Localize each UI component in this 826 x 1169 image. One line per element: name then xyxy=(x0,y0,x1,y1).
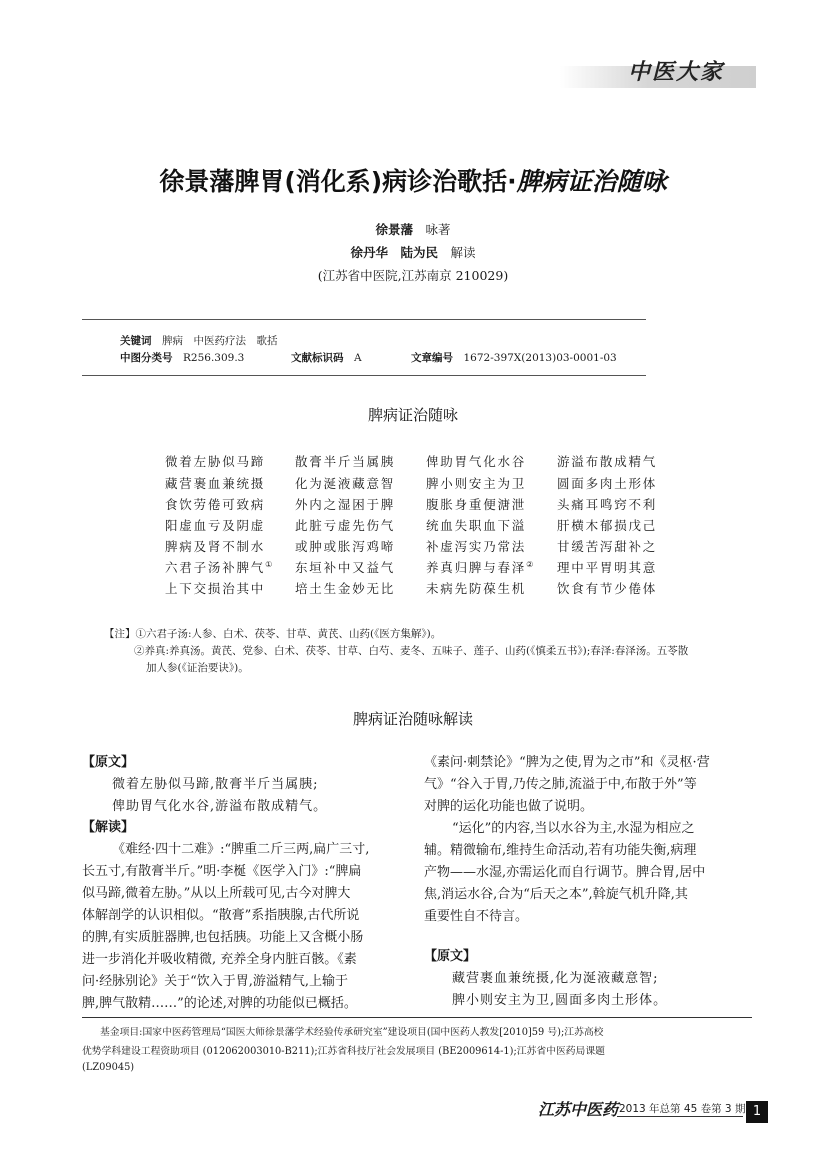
poem-line: 六君子汤补脾气 xyxy=(165,560,266,575)
article-no-line xyxy=(411,350,617,365)
article-no-label: 文章编号 xyxy=(411,352,453,364)
note-line: 【注】①六君子汤:人参、白术、茯苓、甘草、黄芪、山药(《医方集解》)。 xyxy=(104,628,442,640)
note-line: ②养真:养真汤。黄芪、党参、白术、茯苓、甘草、白芍、麦冬、五味子、莲子、山药(《慎柔五书》);春泽:春泽汤。五苓散 xyxy=(134,645,689,657)
keywords-label: 关键词 xyxy=(120,335,152,347)
body-line: 体解剖学的认识相似。“散膏”系指胰腺,古代所说 xyxy=(82,908,360,923)
doc-code-label: 文献标识码 xyxy=(291,352,344,364)
poem-title: 脾病证治随咏 xyxy=(367,406,458,424)
interpreter-names: 徐丹华 陆为民 xyxy=(350,245,438,260)
poem-line: 补虚泻实乃常法 xyxy=(426,539,527,554)
poem-line: 东垣补中又益气 xyxy=(295,560,396,575)
interpreter-role: 解读 xyxy=(450,245,476,260)
poem-line: 甘缓苦泻甜补之 xyxy=(557,539,658,554)
poem-line: 游溢布散成精气 xyxy=(557,454,658,469)
footnote-marker: ② xyxy=(526,559,534,569)
poem-line: 上下交损治其中 xyxy=(165,581,266,596)
poem-line: 此脏亏虚先伤气 xyxy=(295,518,396,533)
interpreter-line xyxy=(0,243,826,261)
meta-bottom-rule xyxy=(82,375,646,376)
original-verse: 藏营裹血兼统摄,化为涎液藏意智; xyxy=(452,971,659,986)
interpretation-title: 脾病证治随咏解读 xyxy=(352,710,473,728)
poem-line: 微着左胁似马蹄 xyxy=(165,454,266,469)
poem-line: 理中平胃明其意 xyxy=(557,560,658,575)
journal-logo: 江苏中医药 xyxy=(538,1100,619,1119)
poem-line: 培土生金妙无比 xyxy=(295,581,396,596)
poem-line: 圆面多肉土形体 xyxy=(557,476,658,491)
clc-value: R256.309.3 xyxy=(183,352,245,364)
poem-line-with-note xyxy=(426,558,533,576)
poem-line-with-note xyxy=(165,558,272,576)
body-line: 《难经·四十二难》:“脾重二斤三两,扁广三寸, xyxy=(112,842,370,857)
poem-line: 脾病及肾不制水 xyxy=(165,539,266,554)
poem-line: 脾小则安主为卫 xyxy=(426,476,527,491)
keywords: 脾病 中医药疗法 歌括 xyxy=(162,335,278,347)
clc-line xyxy=(120,350,244,365)
poem-line: 食饮劳倦可致病 xyxy=(165,497,266,512)
poem-line: 或肿或胀泻鸡啼 xyxy=(295,539,396,554)
poem-line: 未病先防葆生机 xyxy=(426,581,527,596)
note-line: 加人参(《证治要诀》)。 xyxy=(146,662,249,674)
original-verse: 微着左胁似马蹄,散膏半斤当属胰; xyxy=(112,777,319,792)
funding-rule xyxy=(82,1017,752,1018)
body-line: 对脾的运化功能也做了说明。 xyxy=(424,799,594,814)
section-label: 【原文】 xyxy=(424,949,477,964)
author-line xyxy=(0,220,826,238)
body-line: 《素问·刺禁论》“脾为之使,胃为之市”和《灵枢·营 xyxy=(424,755,710,770)
body-line: 问·经脉别论》关于“饮入于胃,游溢精气,上输于 xyxy=(82,974,349,989)
body-line: 产物——水湿,亦需运化而自行调节。脾合胃,居中 xyxy=(424,865,706,880)
article-title-sub: 脾病证治随咏 xyxy=(516,167,667,196)
issue-info: 2013 年总第 45 卷第 3 期 xyxy=(619,1103,746,1115)
poem-line: 外内之湿困于脾 xyxy=(295,497,396,512)
funding-line: 优势学科建设工程资助项目 (012062003010-B211);江苏省科技厅社会发展项目 (BE2009614-1);江苏省中医药局课题 xyxy=(82,1046,605,1057)
footnote-marker: ① xyxy=(265,559,273,569)
body-line: 长五寸,有散膏半斤。”明·李梴《医学入门》:“脾扁 xyxy=(82,864,362,879)
poem-line: 饮食有节少倦体 xyxy=(557,581,658,596)
body-line: 焦,消运水谷,合为“后天之本”,斡旋气机升降,其 xyxy=(424,887,688,902)
footer-rule xyxy=(617,1116,743,1117)
affiliation: (江苏省中医院,江苏南京 210029) xyxy=(317,268,509,283)
section-label: 【原文】 xyxy=(82,755,135,770)
funding-line: (LZ09045) xyxy=(82,1062,135,1073)
author-name: 徐景藩 xyxy=(375,222,413,237)
poem-line: 阳虚血亏及阴虚 xyxy=(165,518,266,533)
clc-label: 中图分类号 xyxy=(120,352,173,364)
page-number: 1 xyxy=(746,1101,768,1123)
poem-line: 藏营裹血兼统摄 xyxy=(165,476,266,491)
body-line: 似马蹄,微着左胁。”从以上所载可见,古今对脾大 xyxy=(82,886,351,901)
article-title xyxy=(0,162,826,198)
funding-line: 基金项目:国家中医药管理局“国医大师徐景藩学术经验传承研究室”建设项目(国中医药人教发[2010]59 号);江苏高校 xyxy=(100,1027,604,1038)
poem-line: 肝横木郁损戊己 xyxy=(557,518,658,533)
body-line: 的脾,有实质脏器脾,也包括胰。功能上又含概小肠 xyxy=(82,930,364,945)
section-label: 【解读】 xyxy=(82,820,135,835)
article-no-value: 1672-397X(2013)03-0001-03 xyxy=(463,352,617,364)
poem-line: 养真归脾与春泽 xyxy=(426,560,527,575)
body-line: 重要性自不待言。 xyxy=(424,909,529,924)
body-line: 脾,脾气散精……”的论述,对脾的功能似已概括。 xyxy=(82,996,357,1011)
poem-line: 俾助胃气化水谷 xyxy=(426,454,527,469)
doc-code-line xyxy=(291,350,362,365)
body-line: 进一步消化并吸收精微, 充养全身内脏百骸。《素 xyxy=(82,952,357,967)
article-title-main: 徐景藩脾胃(消化系)病诊治歌括· xyxy=(159,167,517,196)
meta-top-rule xyxy=(82,319,646,320)
poem-line: 化为涎液藏意智 xyxy=(295,476,396,491)
body-line: 气》“谷入于胃,乃传之肺,流溢于中,布散于外”等 xyxy=(424,777,697,792)
poem-line: 散膏半斤当属胰 xyxy=(295,454,396,469)
keywords-line xyxy=(120,333,278,348)
original-verse: 俾助胃气化水谷,游溢布散成精气。 xyxy=(112,799,328,814)
poem-line: 统血失职血下溢 xyxy=(426,518,527,533)
author-role: 咏著 xyxy=(425,222,451,237)
body-line: 辅。精微输布,维持生命活动,若有功能失衡,病理 xyxy=(424,843,697,858)
body-line: “运化”的内容,当以水谷为主,水湿为相应之 xyxy=(452,821,695,836)
column-name: 中医大家 xyxy=(628,60,725,85)
poem-line: 头痛耳鸣窍不利 xyxy=(557,497,658,512)
poem-line: 腹胀身重便溏泄 xyxy=(426,497,527,512)
original-verse: 脾小则安主为卫,圆面多肉土形体。 xyxy=(452,993,668,1008)
doc-code-value: A xyxy=(354,352,362,364)
